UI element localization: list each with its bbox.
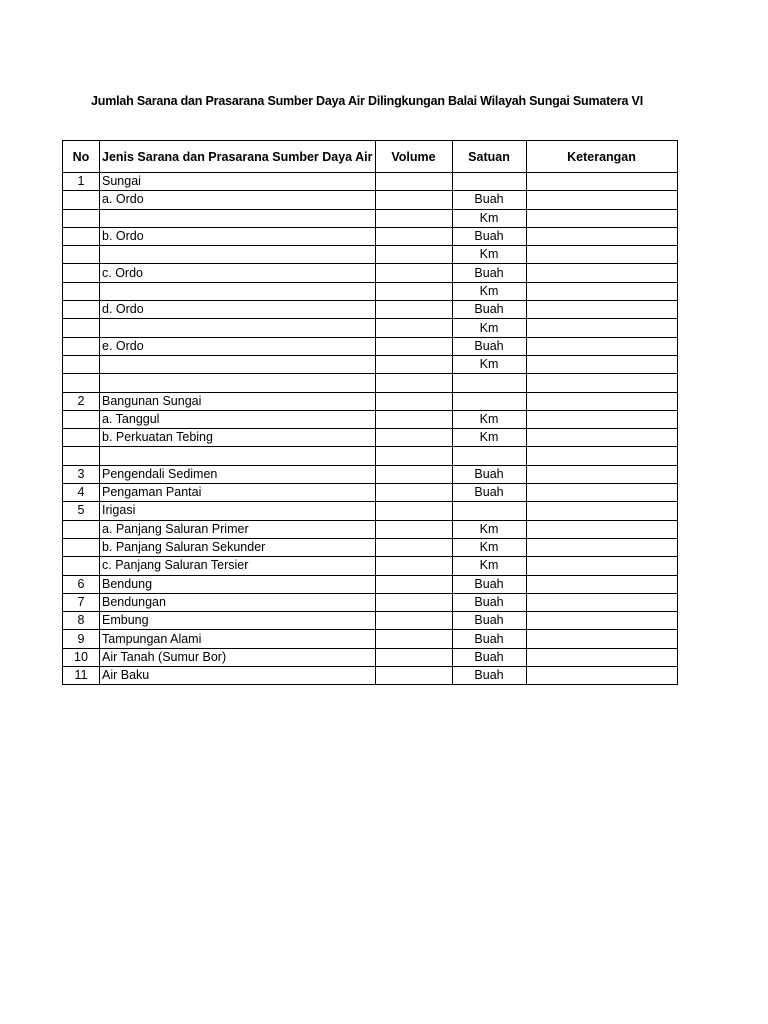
cell-volume xyxy=(375,282,452,300)
cell-no xyxy=(63,355,100,373)
cell-keterangan xyxy=(526,392,677,410)
cell-volume xyxy=(375,301,452,319)
cell-no xyxy=(63,557,100,575)
cell-jenis: Tampungan Alami xyxy=(100,630,376,648)
cell-no: 2 xyxy=(63,392,100,410)
cell-volume xyxy=(375,575,452,593)
cell-keterangan xyxy=(526,227,677,245)
table-row xyxy=(63,520,678,538)
table-row xyxy=(63,374,678,392)
cell-volume xyxy=(375,319,452,337)
table-row xyxy=(63,410,678,428)
cell-satuan: Km xyxy=(452,355,526,373)
cell-satuan: Buah xyxy=(452,191,526,209)
page-title: Jumlah Sarana dan Prasarana Sumber Daya Air Dilingkungan Balai Wilayah Sungai Sumatera VI xyxy=(91,94,643,108)
cell-volume xyxy=(375,648,452,666)
cell-keterangan xyxy=(526,667,677,685)
cell-keterangan xyxy=(526,264,677,282)
cell-volume xyxy=(375,630,452,648)
table-row xyxy=(63,484,678,502)
header-volume: Volume xyxy=(375,141,452,173)
cell-jenis xyxy=(100,374,376,392)
cell-jenis: e. Ordo xyxy=(100,337,376,355)
cell-satuan: Km xyxy=(452,429,526,447)
cell-no: 5 xyxy=(63,502,100,520)
cell-volume xyxy=(375,209,452,227)
cell-jenis xyxy=(100,447,376,465)
header-jenis: Jenis Sarana dan Prasarana Sumber Daya Air xyxy=(100,141,376,173)
cell-volume xyxy=(375,667,452,685)
table-row xyxy=(63,264,678,282)
table-row xyxy=(63,355,678,373)
cell-volume xyxy=(375,593,452,611)
table-row xyxy=(63,593,678,611)
cell-satuan xyxy=(452,502,526,520)
cell-keterangan xyxy=(526,410,677,428)
cell-volume xyxy=(375,374,452,392)
cell-jenis xyxy=(100,282,376,300)
cell-satuan: Buah xyxy=(452,648,526,666)
table-row xyxy=(63,301,678,319)
table-row xyxy=(63,667,678,685)
table-row xyxy=(63,575,678,593)
table-row xyxy=(63,191,678,209)
cell-jenis: Bendungan xyxy=(100,593,376,611)
cell-jenis: Bendung xyxy=(100,575,376,593)
cell-no: 10 xyxy=(63,648,100,666)
cell-keterangan xyxy=(526,575,677,593)
cell-jenis: Embung xyxy=(100,612,376,630)
cell-jenis: Bangunan Sungai xyxy=(100,392,376,410)
cell-volume xyxy=(375,337,452,355)
cell-keterangan xyxy=(526,538,677,556)
cell-satuan: Buah xyxy=(452,630,526,648)
table-row xyxy=(63,227,678,245)
cell-volume xyxy=(375,429,452,447)
cell-keterangan xyxy=(526,429,677,447)
cell-keterangan xyxy=(526,630,677,648)
cell-no xyxy=(63,246,100,264)
cell-volume xyxy=(375,264,452,282)
cell-jenis: a. Tanggul xyxy=(100,410,376,428)
cell-volume xyxy=(375,538,452,556)
cell-no xyxy=(63,520,100,538)
cell-jenis: b. Panjang Saluran Sekunder xyxy=(100,538,376,556)
cell-keterangan xyxy=(526,465,677,483)
cell-jenis: Pengendali Sedimen xyxy=(100,465,376,483)
cell-no xyxy=(63,429,100,447)
table-row xyxy=(63,502,678,520)
cell-no xyxy=(63,538,100,556)
cell-keterangan xyxy=(526,173,677,191)
cell-satuan: Buah xyxy=(452,264,526,282)
cell-satuan xyxy=(452,392,526,410)
cell-no: 11 xyxy=(63,667,100,685)
cell-satuan: Km xyxy=(452,520,526,538)
cell-keterangan xyxy=(526,648,677,666)
cell-satuan: Buah xyxy=(452,465,526,483)
cell-volume xyxy=(375,484,452,502)
cell-no xyxy=(63,209,100,227)
cell-no: 8 xyxy=(63,612,100,630)
data-table xyxy=(62,140,678,685)
cell-jenis: a. Panjang Saluran Primer xyxy=(100,520,376,538)
cell-no xyxy=(63,301,100,319)
table-row xyxy=(63,429,678,447)
cell-satuan: Km xyxy=(452,538,526,556)
cell-no xyxy=(63,264,100,282)
cell-keterangan xyxy=(526,484,677,502)
cell-satuan: Buah xyxy=(452,227,526,245)
header-satuan: Satuan xyxy=(452,141,526,173)
cell-no xyxy=(63,447,100,465)
cell-no xyxy=(63,227,100,245)
cell-keterangan xyxy=(526,209,677,227)
cell-keterangan xyxy=(526,246,677,264)
cell-keterangan xyxy=(526,337,677,355)
cell-satuan: Km xyxy=(452,557,526,575)
cell-satuan: Km xyxy=(452,319,526,337)
table-row xyxy=(63,337,678,355)
cell-volume xyxy=(375,173,452,191)
cell-satuan: Buah xyxy=(452,337,526,355)
table-row xyxy=(63,392,678,410)
cell-no xyxy=(63,319,100,337)
table-header-row xyxy=(63,141,678,173)
cell-no xyxy=(63,337,100,355)
cell-satuan: Buah xyxy=(452,593,526,611)
cell-no xyxy=(63,374,100,392)
cell-jenis xyxy=(100,209,376,227)
cell-keterangan xyxy=(526,191,677,209)
cell-volume xyxy=(375,392,452,410)
cell-keterangan xyxy=(526,447,677,465)
table-row xyxy=(63,557,678,575)
cell-keterangan xyxy=(526,593,677,611)
table-body xyxy=(63,173,678,685)
cell-no: 9 xyxy=(63,630,100,648)
table-row xyxy=(63,648,678,666)
cell-volume xyxy=(375,410,452,428)
table-row xyxy=(63,173,678,191)
cell-jenis xyxy=(100,246,376,264)
cell-jenis: b. Perkuatan Tebing xyxy=(100,429,376,447)
cell-jenis: b. Ordo xyxy=(100,227,376,245)
cell-keterangan xyxy=(526,374,677,392)
cell-satuan: Km xyxy=(452,282,526,300)
cell-volume xyxy=(375,191,452,209)
cell-satuan: Buah xyxy=(452,301,526,319)
table-row xyxy=(63,612,678,630)
cell-satuan: Km xyxy=(452,209,526,227)
cell-jenis xyxy=(100,355,376,373)
cell-jenis: Pengaman Pantai xyxy=(100,484,376,502)
cell-no: 3 xyxy=(63,465,100,483)
cell-satuan: Buah xyxy=(452,484,526,502)
cell-satuan: Buah xyxy=(452,575,526,593)
cell-no xyxy=(63,191,100,209)
header-no: No xyxy=(63,141,100,173)
cell-satuan: Buah xyxy=(452,667,526,685)
cell-volume xyxy=(375,502,452,520)
cell-volume xyxy=(375,612,452,630)
cell-jenis: c. Ordo xyxy=(100,264,376,282)
cell-no: 4 xyxy=(63,484,100,502)
cell-no: 6 xyxy=(63,575,100,593)
header-keterangan: Keterangan xyxy=(526,141,677,173)
cell-volume xyxy=(375,520,452,538)
cell-jenis: Sungai xyxy=(100,173,376,191)
cell-volume xyxy=(375,246,452,264)
cell-keterangan xyxy=(526,355,677,373)
cell-jenis: d. Ordo xyxy=(100,301,376,319)
cell-volume xyxy=(375,355,452,373)
cell-keterangan xyxy=(526,282,677,300)
table-row xyxy=(63,282,678,300)
cell-jenis: Air Baku xyxy=(100,667,376,685)
cell-jenis: Air Tanah (Sumur Bor) xyxy=(100,648,376,666)
cell-satuan: Km xyxy=(452,246,526,264)
cell-volume xyxy=(375,465,452,483)
cell-jenis xyxy=(100,319,376,337)
table-row xyxy=(63,465,678,483)
table-row xyxy=(63,209,678,227)
table-row xyxy=(63,538,678,556)
cell-no: 1 xyxy=(63,173,100,191)
cell-volume xyxy=(375,447,452,465)
cell-satuan xyxy=(452,374,526,392)
table-row xyxy=(63,319,678,337)
cell-jenis: Irigasi xyxy=(100,502,376,520)
cell-no: 7 xyxy=(63,593,100,611)
cell-satuan xyxy=(452,447,526,465)
cell-jenis: a. Ordo xyxy=(100,191,376,209)
cell-volume xyxy=(375,227,452,245)
cell-satuan xyxy=(452,173,526,191)
cell-keterangan xyxy=(526,301,677,319)
cell-volume xyxy=(375,557,452,575)
cell-satuan: Km xyxy=(452,410,526,428)
cell-jenis: c. Panjang Saluran Tersier xyxy=(100,557,376,575)
cell-no xyxy=(63,282,100,300)
table-row xyxy=(63,447,678,465)
cell-keterangan xyxy=(526,612,677,630)
cell-satuan: Buah xyxy=(452,612,526,630)
cell-keterangan xyxy=(526,319,677,337)
cell-keterangan xyxy=(526,502,677,520)
cell-no xyxy=(63,410,100,428)
cell-keterangan xyxy=(526,520,677,538)
table-row xyxy=(63,246,678,264)
table-row xyxy=(63,630,678,648)
cell-keterangan xyxy=(526,557,677,575)
